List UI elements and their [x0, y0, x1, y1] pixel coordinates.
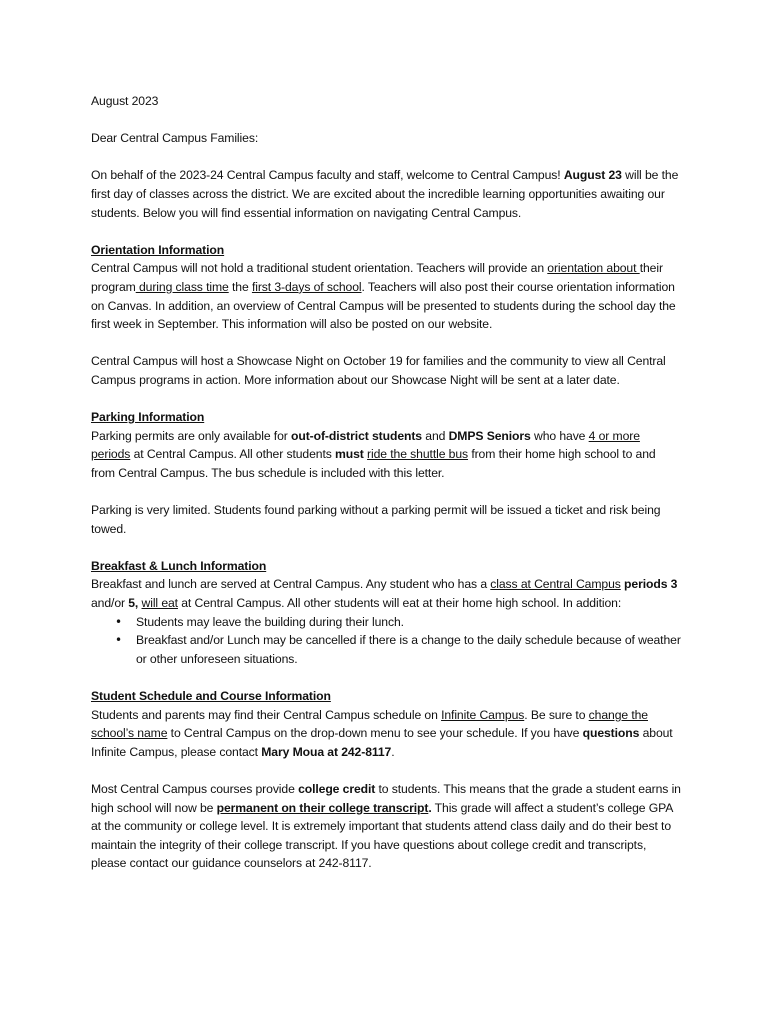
meals-bullet-list	[91, 613, 681, 669]
schedule-heading: Student Schedule and Course Information	[91, 689, 331, 703]
college-credit-paragraph: Most Central Campus courses provide college credit to students. This means that the grade a student earns in high school will now be permanent on their college transcript. This grade will affect a student’s college GPA at the community or college level. It is extremely important that students attend class daily and do their best to maintain the integrity of their college transcript. If you have questions about college credit and transcripts, please contact our guidance counselors at 242-8117.	[91, 781, 681, 871]
orientation-paragraph: Central Campus will not hold a traditional student orientation. Teachers will provide an orientation about their program during class time the first 3-days of school. Teachers will also post their course orientation information on Canvas. In addition, an overview of Central Campus will be presented to students during the school day the first week in September. This information will also be posted on our website.	[91, 261, 676, 332]
letter-date: August 2023	[91, 94, 159, 108]
list-item: • Students may leave the building during their lunch.	[91, 613, 681, 632]
list-item: • Breakfast and/or Lunch may be cancelled if there is a change to the daily schedule because of weather or other unforeseen situations.	[91, 631, 681, 668]
meals-heading: Breakfast & Lunch Information	[91, 558, 267, 573]
showcase-paragraph: Central Campus will host a Showcase Night on October 19 for families and the community to view all Central Campus programs in action. More information about our Showcase Night will be sent at a later date.	[91, 354, 666, 387]
letter-body	[91, 92, 681, 873]
first-day-date: August 23	[563, 168, 622, 183]
meals-paragraph: Breakfast and lunch are served at Central Campus. Any student who has a class at Central Campus periods 3 and/or 5, will eat at Central Campus. All other students will eat at their home high school. In addition:	[91, 577, 678, 611]
intro-paragraph: On behalf of the 2023-24 Central Campus faculty and staff, welcome to Central Campus! August 23 will be the first day of classes across the district. We are excited about the incredible learning opportunities awaiting our students. Below you will find essential information on navigating Central Campus.	[91, 168, 679, 220]
salutation: Dear Central Campus Families:	[91, 131, 259, 146]
orientation-heading: Orientation Information	[91, 242, 225, 257]
schedule-paragraph: Students and parents may find their Central Campus schedule on Infinite Campus. Be sure to change the school’s name to Central Campus on the drop-down menu to see your schedule. If you have questions about Infinite Campus, please contact Mary Moua at 242-8117.	[91, 707, 673, 759]
parking-limited-paragraph: Parking is very limited. Students found parking without a parking permit will be issued a ticket and risk being towed.	[91, 503, 661, 536]
parking-paragraph: Parking permits are only available for out-of-district students and DMPS Seniors who have 4 or more periods at Central Campus. All other students must ride the shuttle bus from their home high school to and from Central Campus. The bus schedule is included with this letter.	[91, 428, 656, 480]
parking-heading: Parking Information	[91, 410, 205, 425]
